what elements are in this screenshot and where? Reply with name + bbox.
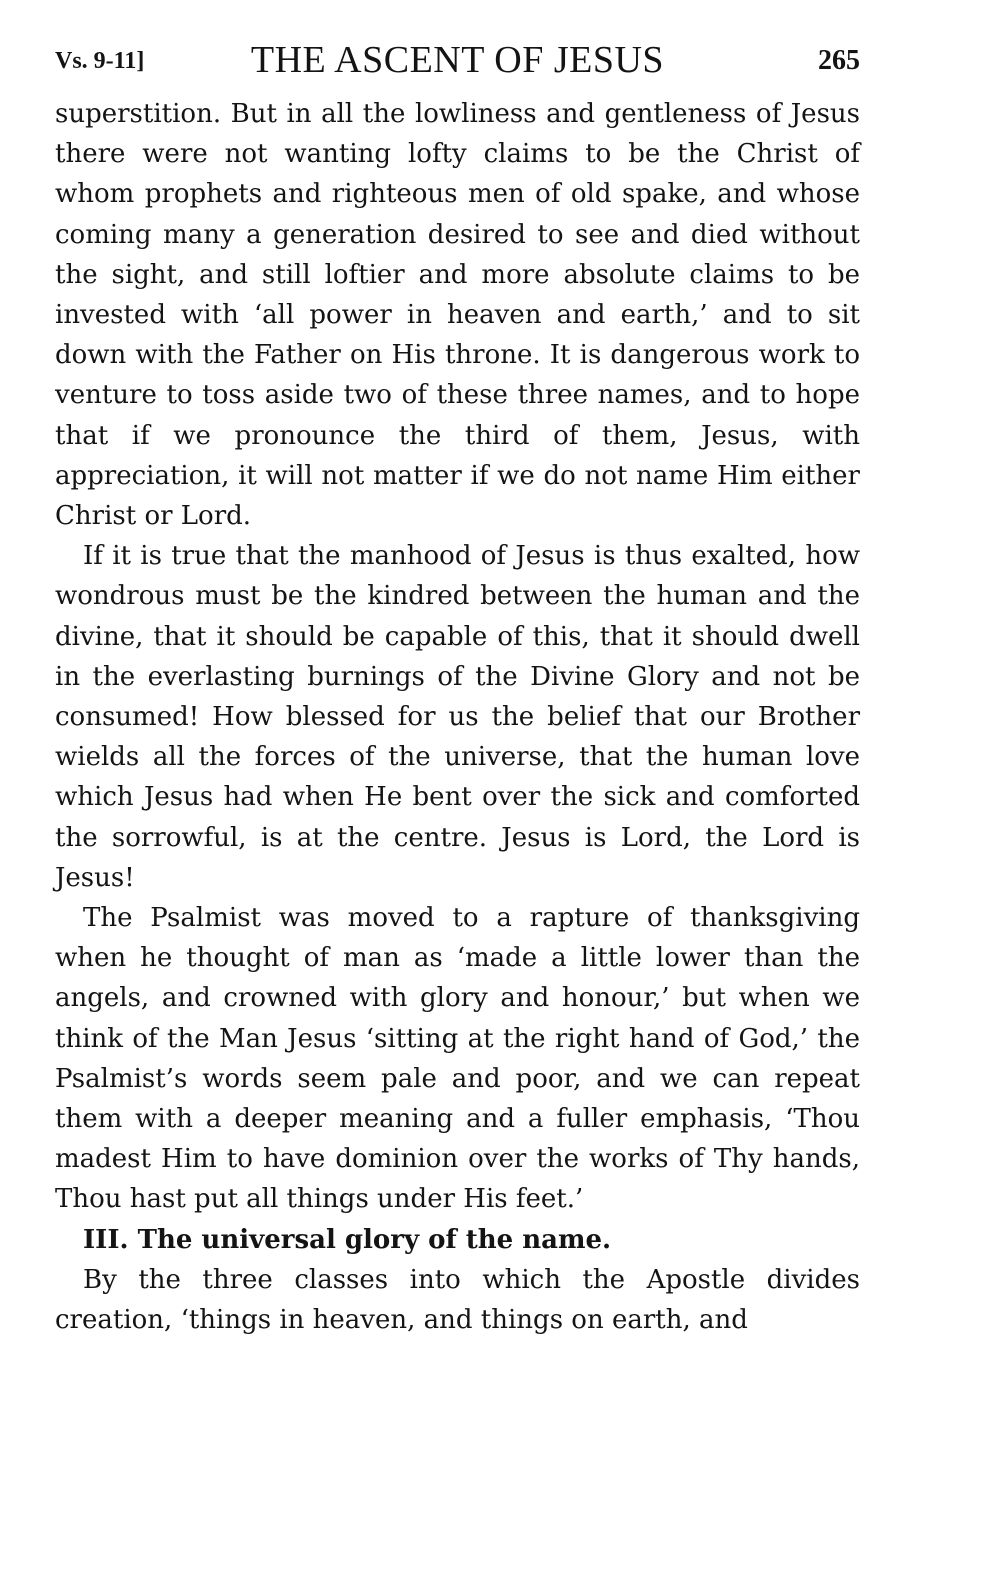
paragraph-2: If it is true that the manhood of Jesus is thus exalted, how wondrous must be the kindred between the human and the divine, that it should be capable of this, that it should dwell in the everlasting burnings of the Divine Glory and not be consumed! How blessed for us the belief that our Brother wields all the forces of the universe, that the human love which Jesus had when He bent over the sick and comforted the sorrowful, is at the centre. Jesus is Lord, the Lord is Jesus! <box>55 541 860 893</box>
paragraph-3: The Psalmist was moved to a rapture of thanksgiving when he thought of man as ‘made a little lower than the angels, and crowned with glory and honour,’ but when we think of the Man Jesus ‘sitting at the right hand of God,’ the Psalmist’s words seem pale and poor, and we can repeat them with a deeper meaning and a fuller emphasis, ‘Thou madest Him to have dominion over the works of Thy hands, Thou hast put all things under His feet.’ <box>55 903 860 1215</box>
verse-reference: Vs. 9-11] <box>55 48 145 74</box>
paragraph-1: superstition. But in all the lowliness and gentleness of Jesus there were not wanting lofty claims to be the Christ of whom prophets and righteous men of old spake, and whose coming many a generation desired to see and died without the sight, and still loftier and more absolute claims to be invested with ‘all power in heaven and earth,’ and to sit down with the Father on His throne. It is dangerous work to venture to toss aside two of these three names, and to hope that if we pronounce the third of them, Jesus, with appreciation, it will not matter if we do not name Him either Christ or Lord. <box>55 99 860 532</box>
running-head <box>55 30 860 94</box>
book-page <box>55 30 860 1340</box>
paragraph-4: By the three classes into which the Apostle divides creation, ‘things in heaven, and things on earth, and <box>55 1264 860 1336</box>
chapter-title: THE ASCENT OF JESUS <box>250 39 665 81</box>
page-number: 265 <box>818 45 860 76</box>
section-heading: III. The universal glory of the name. <box>83 1224 612 1255</box>
